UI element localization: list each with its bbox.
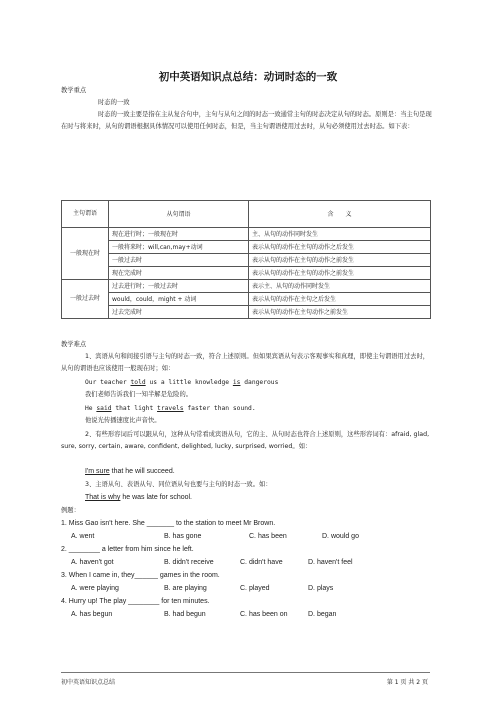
question-option: C. has been on (240, 611, 288, 618)
table-header-row (62, 201, 431, 228)
question-text: 2. ________ a letter from him since he left. (61, 546, 194, 553)
example-text: dangerous (240, 379, 279, 386)
example-text: Our teacher (85, 379, 131, 386)
tense-table (61, 200, 431, 319)
table-group-label: 一般过去时 (62, 280, 109, 319)
example-text: that light (111, 405, 158, 412)
table-row (62, 293, 431, 306)
question-option: C. has been (249, 533, 287, 540)
exercises-heading: 例题： (61, 507, 80, 514)
table-cell: 表示从句的动作在主句的动作之前发生 (249, 254, 431, 267)
table-header-cell: 从句谓语 (109, 201, 249, 228)
table-cell: 表示从句的动作在主句的动作之前发生 (249, 267, 431, 280)
question-option: C. didn't have (240, 559, 283, 566)
example-text: He (85, 405, 97, 412)
question-option: A. went (71, 533, 95, 540)
table-cell: 一般过去时 (109, 254, 249, 267)
question-option: D. plays (308, 585, 334, 592)
table-header-cell: 含 义 (249, 201, 431, 228)
example-underlined: That is why (85, 494, 121, 501)
difficulty-paragraph-1: 1、宾语从句和间接引语与主句的时态一致，符合上述原则。但如果宾语从句表示客观事实和真理，即使主句谓语用过去时，从句的谓语也应该使用一般现在时；如： (61, 353, 430, 372)
example-text: faster than sound. (183, 405, 256, 412)
example-translation-1: 我们老师告诉我们一知半解是危险的。 (85, 391, 193, 398)
example-text: that he will succeed. (109, 468, 175, 475)
example-underlined: is (232, 379, 241, 386)
question-option: D. haven't feel (308, 559, 353, 566)
question-text: 4. Hurry up! The play ________ for ten minutes. (61, 598, 210, 605)
intro-paragraph: 时态的一致主要是指在主从复合句中，主句与从句之间的时态一致通常主句的时态决定从句的时态。原则是：当主句是现在时与将来时，从句的谓语根据具体情况可以使用任何时态，但是，当主句谓语使用过去时，从句必须使用过去时态。如下表： (61, 111, 432, 130)
difficulty-paragraph-2: 2、有些形容词后可以跟从句，这种从句常看成宾语从句，它的主、从句时态也符合上述原则，这些形容词有：afraid, glad, sure, sorry, certain, aware, confident, delighted, lucky, surprised, worried。如： (61, 431, 430, 450)
difficulty-paragraph-3: 3、主语从句、表语从句、同位语从句也要与主句的时态一致。如： (85, 481, 272, 488)
question-option: B. has gone (164, 533, 202, 540)
section-heading-key-points: 教学重点 (61, 87, 87, 94)
question-option: B. are playing (164, 585, 207, 592)
footer-doc-title: 初中英语知识点总结 (61, 679, 116, 686)
question-option: A. were playing (71, 585, 119, 592)
table-cell: 主、从句的动作同时发生 (249, 228, 431, 241)
page-title: 初中英语知识点总结：动词时态的一致 (158, 71, 338, 83)
table-cell: 表示从句的动作在主句动作之前发生 (249, 306, 431, 319)
question-text: 1. Miss Gao isn't here. She _______ to the station to meet Mr Brown. (61, 520, 276, 527)
table-row (62, 241, 431, 254)
table-cell: 现在完成时 (109, 267, 249, 280)
table-header-cell: 主句谓语 (62, 201, 109, 228)
question-option: C. played (240, 585, 270, 592)
table-cell: 过去进行时；一般过去时 (109, 280, 249, 293)
table-cell: 表示从句的动作在主句之后发生 (249, 293, 431, 306)
question-option: B. didn't receive (164, 559, 214, 566)
footer-page-number: 第 1 页 共 2 页 (386, 679, 428, 686)
table-row (62, 306, 431, 319)
table-cell: 一般将来时；will,can,may+动词 (109, 241, 249, 254)
question-option: D. began (308, 611, 337, 618)
table-row (62, 280, 431, 293)
example-sentence-2 (85, 404, 256, 414)
subheading-tense-agreement: 时态的一致 (98, 99, 130, 106)
section-heading-difficulties: 教学难点 (61, 341, 87, 348)
table-cell: 现在进行时；一般现在时 (109, 228, 249, 241)
table-row (62, 267, 431, 280)
example-underlined: said (96, 405, 112, 412)
table-row (62, 228, 431, 241)
question-text: 3. When I came in, they______ games in the room. (61, 572, 220, 579)
table-cell: 表示主、从句的动作同时发生 (249, 280, 431, 293)
example-translation-2: 他说光传播速度比声音快。 (85, 417, 161, 424)
example-underlined: told (130, 379, 146, 386)
question-option: A. haven't got (71, 559, 114, 566)
question-option: A. has begun (71, 611, 113, 618)
table-row (62, 254, 431, 267)
question-option: B. had begun (164, 611, 206, 618)
footer-divider (61, 672, 430, 673)
question-option: D. would go (322, 533, 359, 540)
table-cell: 过去完成时 (109, 306, 249, 319)
table-cell: would，could，might + 动词 (109, 293, 249, 306)
example-sentence-4 (85, 493, 192, 503)
example-underlined: travels (157, 405, 184, 412)
example-text: us a little knowledge (145, 379, 233, 386)
example-text: he was late for school. (120, 494, 192, 501)
example-sentence-1 (85, 378, 278, 388)
example-underlined: I'm sure (85, 468, 110, 475)
table-cell: 表示从句的动作在主句的动作之后发生 (249, 241, 431, 254)
table-group-label: 一般现在时 (62, 228, 109, 280)
example-sentence-3 (85, 467, 175, 477)
